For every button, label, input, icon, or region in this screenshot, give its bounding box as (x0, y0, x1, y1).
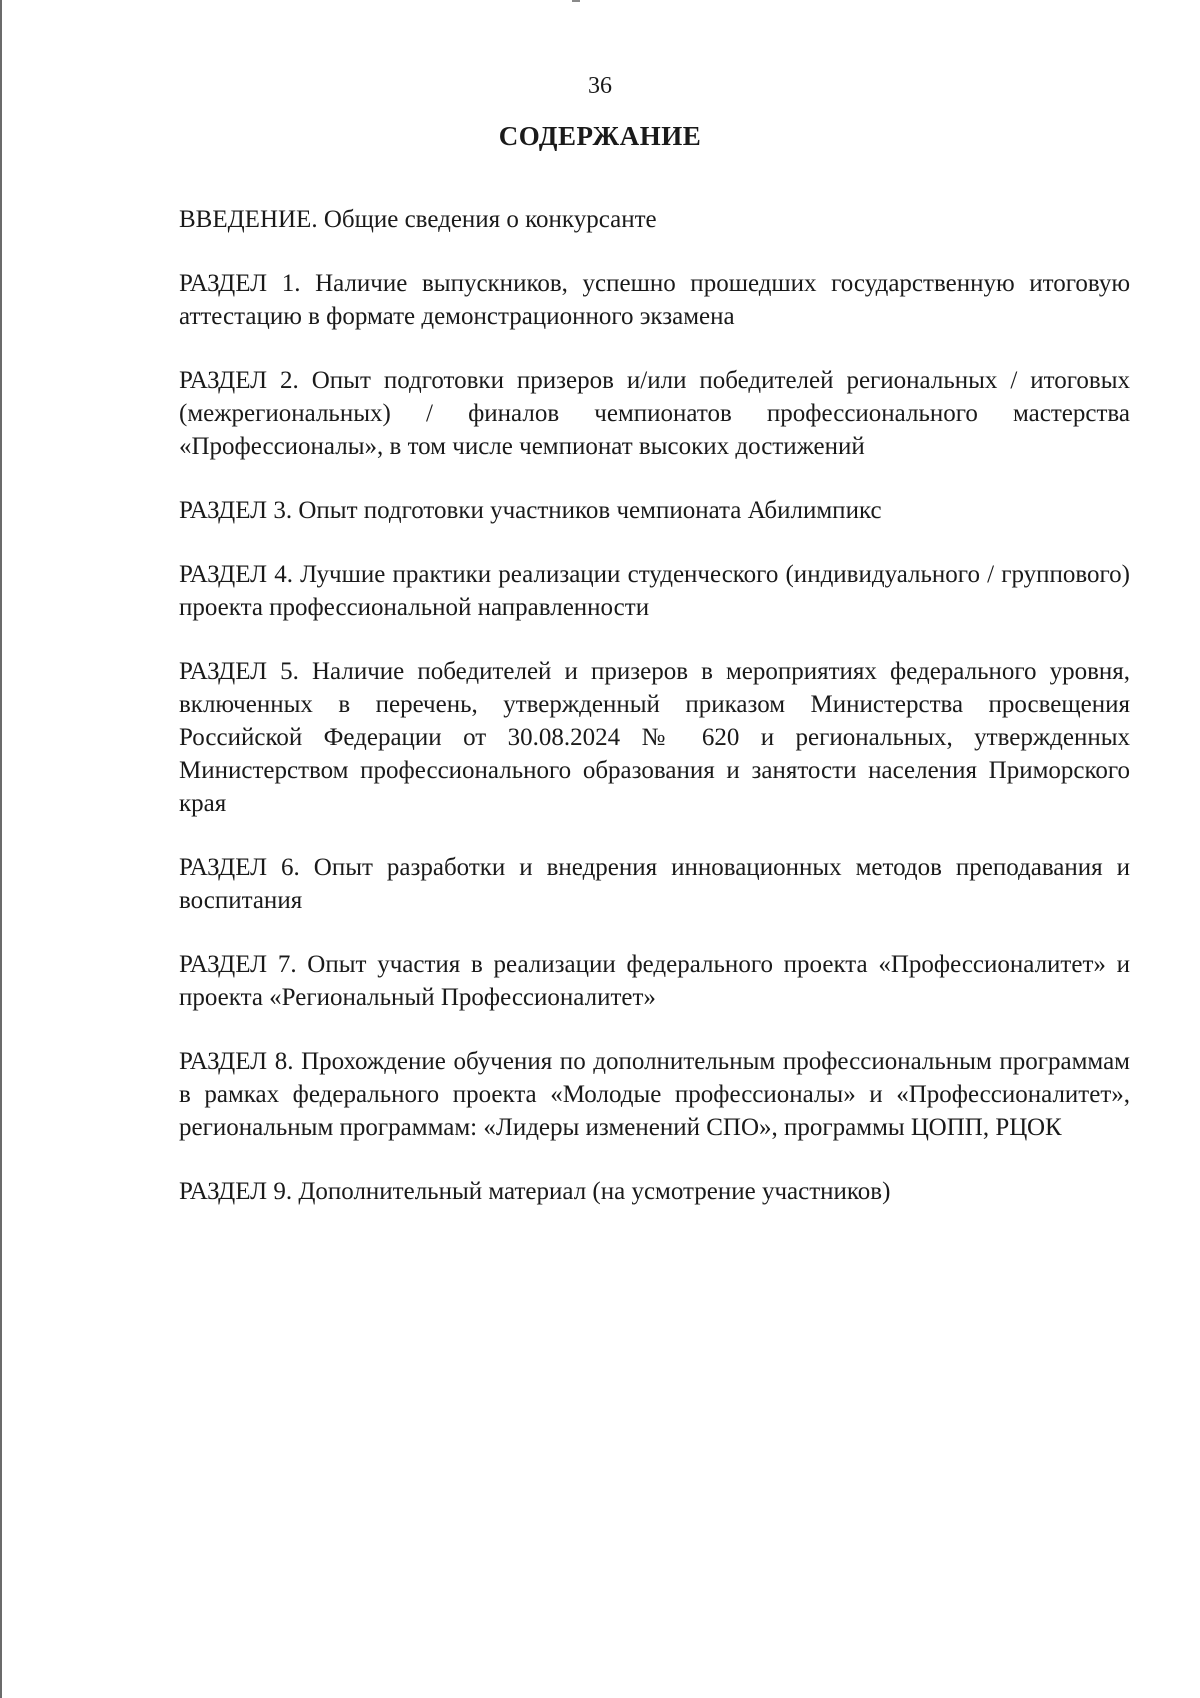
table-of-contents (179, 203, 1130, 1239)
page-title: СОДЕРЖАНИЕ (498, 121, 702, 151)
toc-item-section-3: РАЗДЕЛ 3. Опыт подготовки участников чемпионата Абилимпикс (179, 497, 882, 524)
toc-item-section-9: РАЗДЕЛ 9. Дополнительный материал (на усмотрение участников) (179, 1178, 891, 1205)
toc-item-section-8: РАЗДЕЛ 8. Прохождение обучения по дополнительным профессиональным программам в рамках федерального проекта «Молодые профессионалы» и «Профессионалитет», региональным программам: «Лидеры изменений СПО», программы ЦОПП, РЦОК (179, 1048, 1130, 1141)
toc-item-section-6: РАЗДЕЛ 6. Опыт разработки и внедрения инновационных методов преподавания и воспитания (179, 854, 1130, 914)
toc-item-section-7: РАЗДЕЛ 7. Опыт участия в реализации федерального проекта «Профессионалитет» и проекта «Региональный Профессионалитет» (179, 951, 1130, 1011)
toc-item-section-4: РАЗДЕЛ 4. Лучшие практики реализации студенческого (индивидуального / группового) проекта профессиональной направленности (179, 561, 1130, 621)
toc-item-section-1: РАЗДЕЛ 1. Наличие выпускников, успешно прошедших государственную итоговую аттестацию в формате демонстрационного экзамена (179, 270, 1130, 330)
toc-item-section-5: РАЗДЕЛ 5. Наличие победителей и призеров в мероприятиях федерального уровня, включенных в перечень, утвержденный приказом Министерства просвещения Российской Федерации от 30.08.2024 № 620 и региональных, утвержденных Министерством профессионального образования и занятости населения Приморского края (179, 658, 1130, 817)
toc-item-introduction: ВВЕДЕНИЕ. Общие сведения о конкурсанте (179, 206, 657, 233)
toc-item-section-2: РАЗДЕЛ 2. Опыт подготовки призеров и/или победителей региональных / итоговых (межрегиональных) / финалов чемпионатов профессионального мастерства «Профессионалы», в том числе чемпионат высоких достижений (179, 367, 1130, 460)
scan-top-mark (572, 0, 580, 2)
page-number: 36 (588, 73, 612, 99)
scan-edge-line (0, 0, 2, 1698)
